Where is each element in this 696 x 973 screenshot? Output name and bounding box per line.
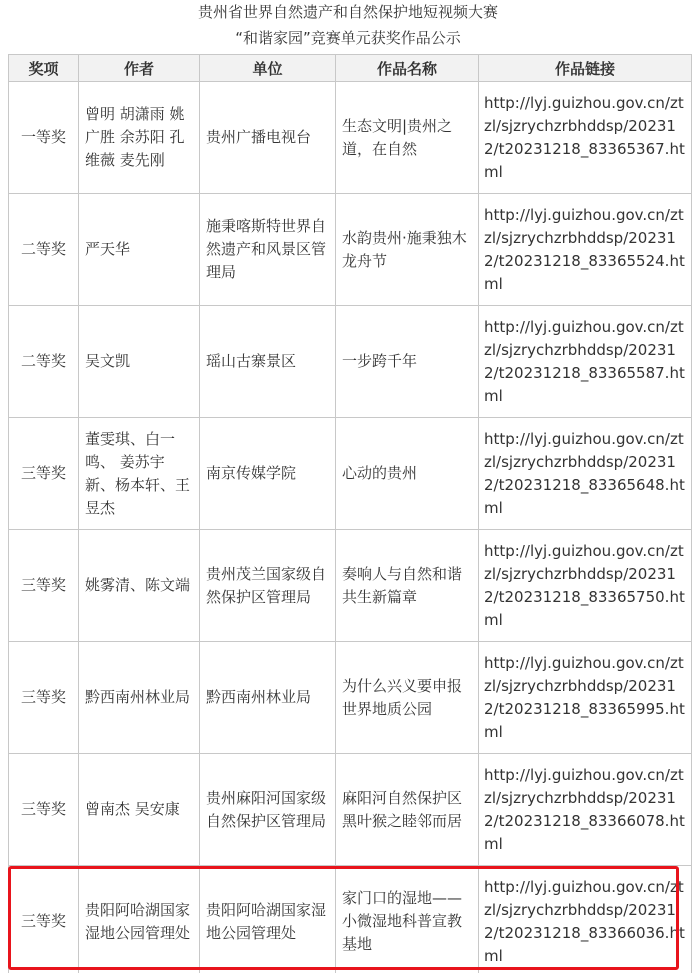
award-cell: 三等奖 xyxy=(9,530,79,642)
award-cell: 一等奖 xyxy=(9,82,79,194)
table-row xyxy=(9,194,692,306)
table-row-highlighted xyxy=(9,866,692,973)
award-cell: 三等奖 xyxy=(9,754,79,866)
table-header-row xyxy=(9,55,692,82)
table-row xyxy=(9,418,692,530)
work-name-cell: 一步跨千年 xyxy=(336,306,479,418)
work-link[interactable]: http://lyj.guizhou.gov.cn/ztzl/sjzrychzrbhddsp/202312/t20231218_83365524.html xyxy=(479,194,692,306)
award-cell: 三等奖 xyxy=(9,866,79,973)
author-cell: 吴文凯 xyxy=(79,306,200,418)
author-cell: 贵阳阿哈湖国家湿地公园管理处 xyxy=(79,866,200,973)
header-award: 奖项 xyxy=(9,55,79,82)
unit-cell: 贵阳阿哈湖国家湿地公园管理处 xyxy=(200,866,336,973)
header-work-name: 作品名称 xyxy=(336,55,479,82)
title-line-2: “和谐家园”竞赛单元获奖作品公示 xyxy=(235,29,461,47)
author-cell: 曾南杰 吴安康 xyxy=(79,754,200,866)
header-work-link: 作品链接 xyxy=(479,55,692,82)
award-cell: 二等奖 xyxy=(9,194,79,306)
table-row xyxy=(9,754,692,866)
unit-cell: 黔西南州林业局 xyxy=(200,642,336,754)
work-link[interactable]: http://lyj.guizhou.gov.cn/ztzl/sjzrychzrbhddsp/202312/t20231218_83365367.html xyxy=(479,82,692,194)
work-name-cell: 为什么兴义要申报世界地质公园 xyxy=(336,642,479,754)
awards-table xyxy=(8,54,692,973)
title-line-1: 贵州省世界自然遗产和自然保护地短视频大赛 xyxy=(197,3,498,21)
work-link[interactable]: http://lyj.guizhou.gov.cn/ztzl/sjzrychzrbhddsp/202312/t20231218_83366036.html xyxy=(479,866,692,973)
table-row xyxy=(9,306,692,418)
table-row xyxy=(9,82,692,194)
author-cell: 黔西南州林业局 xyxy=(79,642,200,754)
unit-cell: 南京传媒学院 xyxy=(200,418,336,530)
author-cell: 曾明 胡潇雨 姚广胜 余苏阳 孔维薇 麦先刚 xyxy=(79,82,200,194)
table-row xyxy=(9,642,692,754)
author-cell: 严天华 xyxy=(79,194,200,306)
author-cell: 董雯琪、白一鸣、 姜苏宇新、杨本轩、王昱杰 xyxy=(79,418,200,530)
work-link[interactable]: http://lyj.guizhou.gov.cn/ztzl/sjzrychzrbhddsp/202312/t20231218_83366078.html xyxy=(479,754,692,866)
unit-cell: 贵州茂兰国家级自然保护区管理局 xyxy=(200,530,336,642)
work-link[interactable]: http://lyj.guizhou.gov.cn/ztzl/sjzrychzrbhddsp/202312/t20231218_83365750.html xyxy=(479,530,692,642)
work-link[interactable]: http://lyj.guizhou.gov.cn/ztzl/sjzrychzrbhddsp/202312/t20231218_83365648.html xyxy=(479,418,692,530)
work-name-cell: 家门口的湿地——小微湿地科普宣教基地 xyxy=(336,866,479,973)
header-author: 作者 xyxy=(79,55,200,82)
work-link[interactable]: http://lyj.guizhou.gov.cn/ztzl/sjzrychzrbhddsp/202312/t20231218_83365995.html xyxy=(479,642,692,754)
unit-cell: 贵州麻阳河国家级自然保护区管理局 xyxy=(200,754,336,866)
award-cell: 三等奖 xyxy=(9,642,79,754)
work-name-cell: 水韵贵州·施秉独木龙舟节 xyxy=(336,194,479,306)
unit-cell: 贵州广播电视台 xyxy=(200,82,336,194)
table-row xyxy=(9,530,692,642)
work-name-cell: 生态文明|贵州之道，在自然 xyxy=(336,82,479,194)
work-link[interactable]: http://lyj.guizhou.gov.cn/ztzl/sjzrychzrbhddsp/202312/t20231218_83365587.html xyxy=(479,306,692,418)
work-name-cell: 麻阳河自然保护区黑叶猴之睦邻而居 xyxy=(336,754,479,866)
award-cell: 三等奖 xyxy=(9,418,79,530)
work-name-cell: 心动的贵州 xyxy=(336,418,479,530)
work-name-cell: 奏响人与自然和谐共生新篇章 xyxy=(336,530,479,642)
header-unit: 单位 xyxy=(200,55,336,82)
unit-cell: 瑶山古寨景区 xyxy=(200,306,336,418)
author-cell: 姚雾清、陈文端 xyxy=(79,530,200,642)
unit-cell: 施秉喀斯特世界自然遗产和风景区管理局 xyxy=(200,194,336,306)
award-cell: 二等奖 xyxy=(9,306,79,418)
